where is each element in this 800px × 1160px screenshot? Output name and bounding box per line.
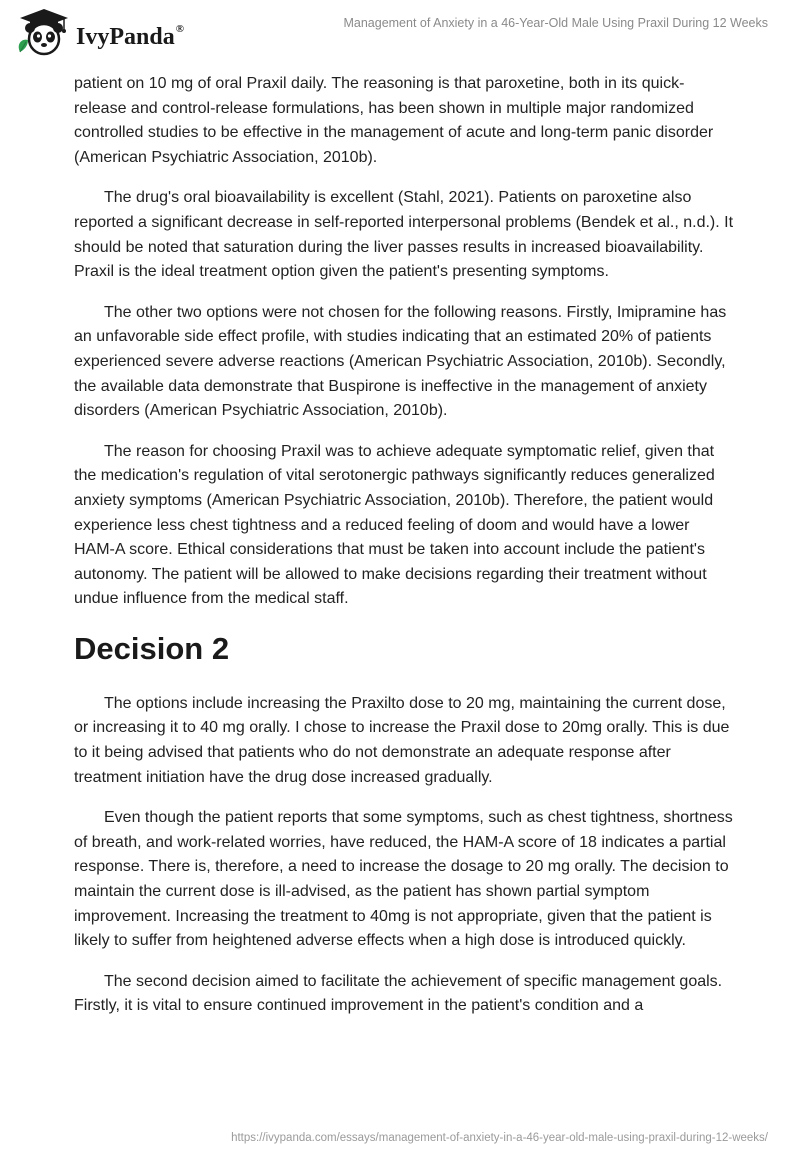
essay-content [74, 72, 734, 1035]
panda-graduate-icon [14, 6, 70, 58]
paragraph: The other two options were not chosen for the following reasons. Firstly, Imipramine has an unfavorable side effect profile, with studies indicating that an estimated 20% of patients experienced severe adverse reactions (American Psychiatric Association, 2010b). Secondly, the available data demonstrate that Buspirone is ineffective in the management of anxiety disorders (American Psychiatric Association, 2010b). [74, 303, 727, 420]
paragraph: The second decision aimed to facilitate the achievement of specific management goals. Firstly, it is vital to ensure continued improvement in the patient's condition and a [74, 972, 723, 1015]
page-header [0, 0, 800, 68]
paragraph: The options include increasing the Praxilto dose to 20 mg, maintaining the current dose, or increasing it to 40 mg orally. I chose to increase the Praxil dose to 20mg orally. This is due to it being advised that patients who do not demonstrate an adequate response after treatment initiation have the drug dose increased gradually. [74, 694, 730, 786]
paragraph: The reason for choosing Praxil was to achieve adequate symptomatic relief, given that the medication's regulation of vital serotonergic pathways significantly reduces generalized anxiety symptoms (American Psychiatric Association, 2010b). Therefore, the patient would experience less chest tightness and a reduced feeling of doom and would have a lower HAM-A score. Ethical considerations that must be taken into account include the patient's autonomy. The patient will be allowed to make decisions regarding their treatment without undue influence from the medical staff. [74, 442, 715, 608]
section-heading: Decision 2 [74, 630, 230, 666]
logo-wordmark: IvyPanda® [76, 23, 184, 50]
paragraph: Even though the patient reports that some symptoms, such as chest tightness, shortness of breath, and work-related worries, have reduced, the HAM-A score of 18 indicates a partial response. There is, therefore, a need to increase the dosage to 20 mg orally. The decision to maintain the current dose is ill-advised, as the patient has shown partial symptom improvement. Increasing the treatment to 40mg is not appropriate, given that the patient is likely to suffer from heightened adverse effects when a high dose is introduced quickly. [74, 809, 733, 950]
document-title: Management of Anxiety in a 46-Year-Old Male Using Praxil During 12 Weeks [343, 16, 768, 30]
paragraph: The drug's oral bioavailability is excellent (Stahl, 2021). Patients on paroxetine also reported a significant decrease in self-reported interpersonal problems (Bendek et al., n.d.). It should be noted that saturation during the liver passes results in increased bioavailability. Praxil is the ideal treatment option given the patient's presenting symptoms. [74, 189, 734, 281]
paragraph-continued: patient on 10 mg of oral Praxil daily. The reasoning is that paroxetine, both in its quick-release and control-release formulations, has been shown in multiple major randomized controlled studies to be effective in the management of acute and long-term panic disorder (American Psychiatric Association, 2010b). [74, 75, 714, 166]
source-url[interactable]: https://ivypanda.com/essays/management-of-anxiety-in-a-46-year-old-male-using-praxil-during-12-weeks/ [231, 1132, 768, 1144]
registered-mark: ® [175, 23, 184, 35]
ivypanda-logo[interactable] [14, 6, 224, 58]
